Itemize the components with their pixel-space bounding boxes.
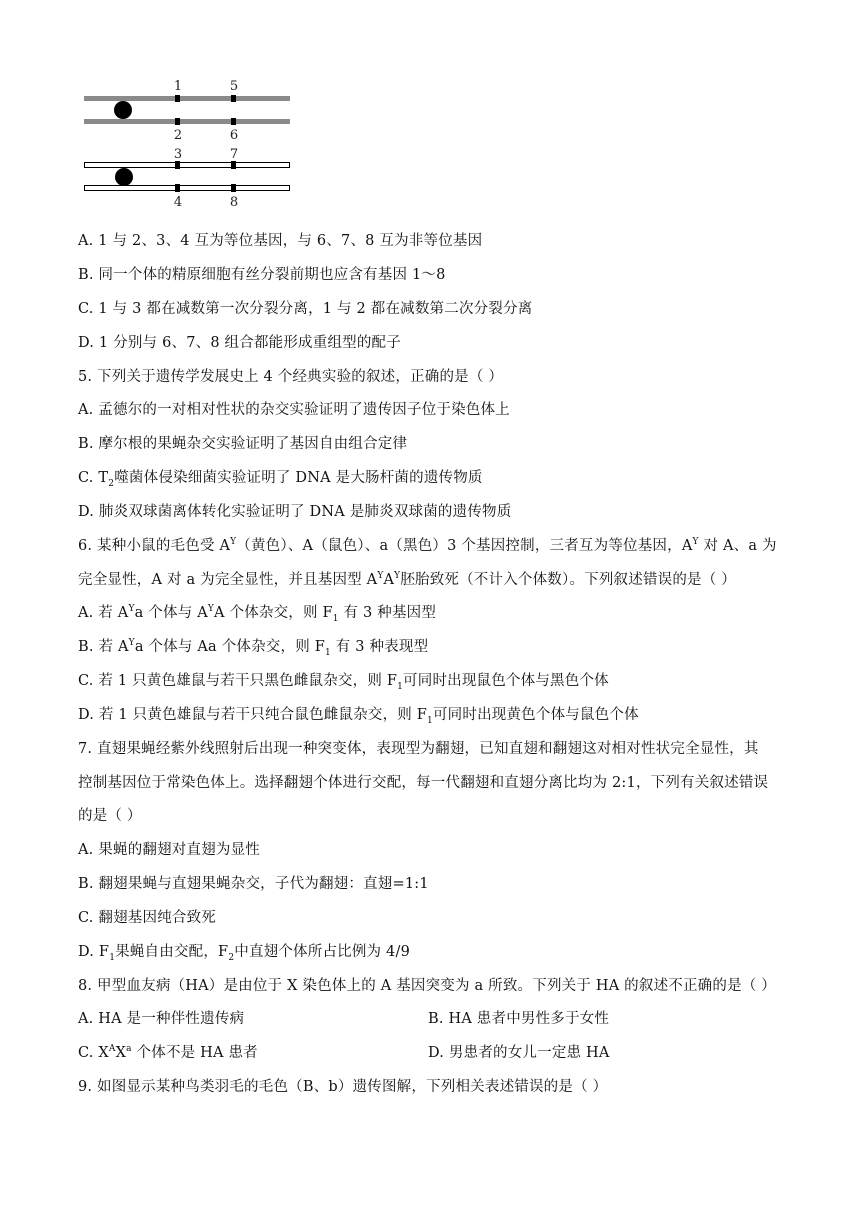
q4-option-b: B. 同一个体的精原细胞有丝分裂前期也应含有基因 1～8 [78, 267, 446, 283]
q7-option-d: D. $F_1$果蝇自由交配，$F_2$中直翅个体所占比例为 4/9 [78, 944, 410, 963]
q5-option-d: D. 肺炎双球菌离体转化实验证明了 DNA 是肺炎双球菌的遗传物质 [78, 504, 512, 520]
label-5: 5 [229, 79, 239, 94]
label-2: 2 [173, 128, 183, 143]
q5-stem: 5. 下列关于遗传学发展史上 4 个经典实验的叙述，正确的是（ ） [78, 369, 504, 385]
q5-option-c: C. $T_2$噬菌体侵染细菌实验证明了 DNA 是大肠杆菌的遗传物质 [78, 470, 483, 489]
locus-3 [175, 161, 180, 169]
chromosome-diagram [80, 76, 300, 210]
chromatid-4 [85, 186, 290, 191]
q6-option-c: C. 若 1 只黄色雄鼠与若干只黑色雌鼠杂交，则 $F_1$可同时出现鼠色个体与黑色个体 [78, 673, 609, 692]
label-3: 3 [173, 147, 183, 162]
q8-option-b: B. HA 患者中男性多于女性 [428, 1011, 610, 1027]
q4-option-d: D. 1 分别与 6、7、8 组合都能形成重组型的配子 [78, 335, 401, 351]
q5-option-a: A. 孟德尔的一对相对性状的杂交实验证明了遗传因子位于染色体上 [78, 402, 510, 418]
q6-option-a: A. 若 $A^Ya$ 个体与 $A^YA$ 个体杂交，则 $F_1$ 有 3 种基因型 [78, 604, 437, 624]
q7-option-c: C. 翻翅基因纯合致死 [78, 910, 216, 926]
q8-option-c: C. $X^AX^a$ 个体不是 HA 患者 [78, 1044, 258, 1061]
label-6: 6 [229, 128, 239, 143]
chromatid-2 [84, 119, 290, 124]
q6-option-d: D. 若 1 只黄色雄鼠与若干只纯合鼠色雌鼠杂交，则 $F_1$可同时出现黄色个体与鼠色个体 [78, 707, 639, 726]
locus-6 [231, 118, 236, 125]
label-4: 4 [173, 195, 183, 210]
centromere-lower [115, 168, 133, 186]
centromere-upper [114, 101, 132, 119]
label-1: 1 [173, 79, 183, 94]
label-7: 7 [229, 147, 239, 162]
q8-option-a: A. HA 是一种伴性遗传病 [78, 1011, 245, 1027]
locus-8 [231, 184, 236, 192]
q4-option-c: C. 1 与 3 都在减数第一次分裂分离，1 与 2 都在减数第二次分裂分离 [78, 301, 533, 317]
q6-option-b: B. 若 $A^Ya$ 个体与 Aa 个体杂交，则 $F_1$ 有 3 种表现型 [78, 638, 429, 658]
q7-option-a: A. 果蝇的翻翅对直翅为显性 [78, 842, 260, 858]
locus-2 [175, 118, 180, 125]
locus-5 [231, 95, 236, 102]
chromatid-3 [85, 163, 290, 168]
q4-option-a: A. 1 与 2、3、4 互为等位基因，与 6、7、8 互为非等位基因 [78, 233, 483, 249]
label-8: 8 [229, 195, 239, 210]
q8-option-d: D. 男患者的女儿一定患 HA [428, 1045, 610, 1061]
q7-stem-line2: 控制基因位于常染色体上。选择翻翅个体进行交配，每一代翻翅和直翅分离比均为 2:1，下列有关叙述错误 [78, 775, 769, 791]
locus-1 [175, 95, 180, 102]
q7-option-b: B. 翻翅果蝇与直翅果蝇杂交，子代为翻翅：直翅=1:1 [78, 876, 429, 892]
q6-stem-line2: 完全显性，A 对 a 为完全显性，并且基因型 $A^YA^Y$胚胎致死（不计入个体数）。下列叙述错误的是（ ） [78, 571, 736, 588]
q8-stem: 8. 甲型血友病（HA）是由位于 X 染色体上的 A 基因突变为 a 所致。下列关于 HA 的叙述不正确的是（ ） [78, 978, 776, 994]
q9-stem: 9. 如图显示某种鸟类羽毛的毛色（B、b）遗传图解，下列相关表述错误的是（ ） [78, 1079, 608, 1095]
q7-stem-line3: 的是（ ） [78, 808, 142, 824]
locus-7 [231, 161, 236, 169]
q6-stem-line1: 6. 某种小鼠的毛色受 $A^Y$（黄色）、A（鼠色）、a（黑色）3 个基因控制，三者互为等位基因，$A^Y$ 对 A、a 为 [78, 537, 777, 554]
q5-option-b: B. 摩尔根的果蝇杂交实验证明了基因自由组合定律 [78, 436, 408, 452]
chromatid-1 [84, 96, 290, 101]
q7-stem-line1: 7. 直翅果蝇经紫外线照射后出现一种突变体，表现型为翻翅，已知直翅和翻翅这对相对性状完全显性，其 [78, 741, 759, 757]
locus-4 [175, 184, 180, 192]
